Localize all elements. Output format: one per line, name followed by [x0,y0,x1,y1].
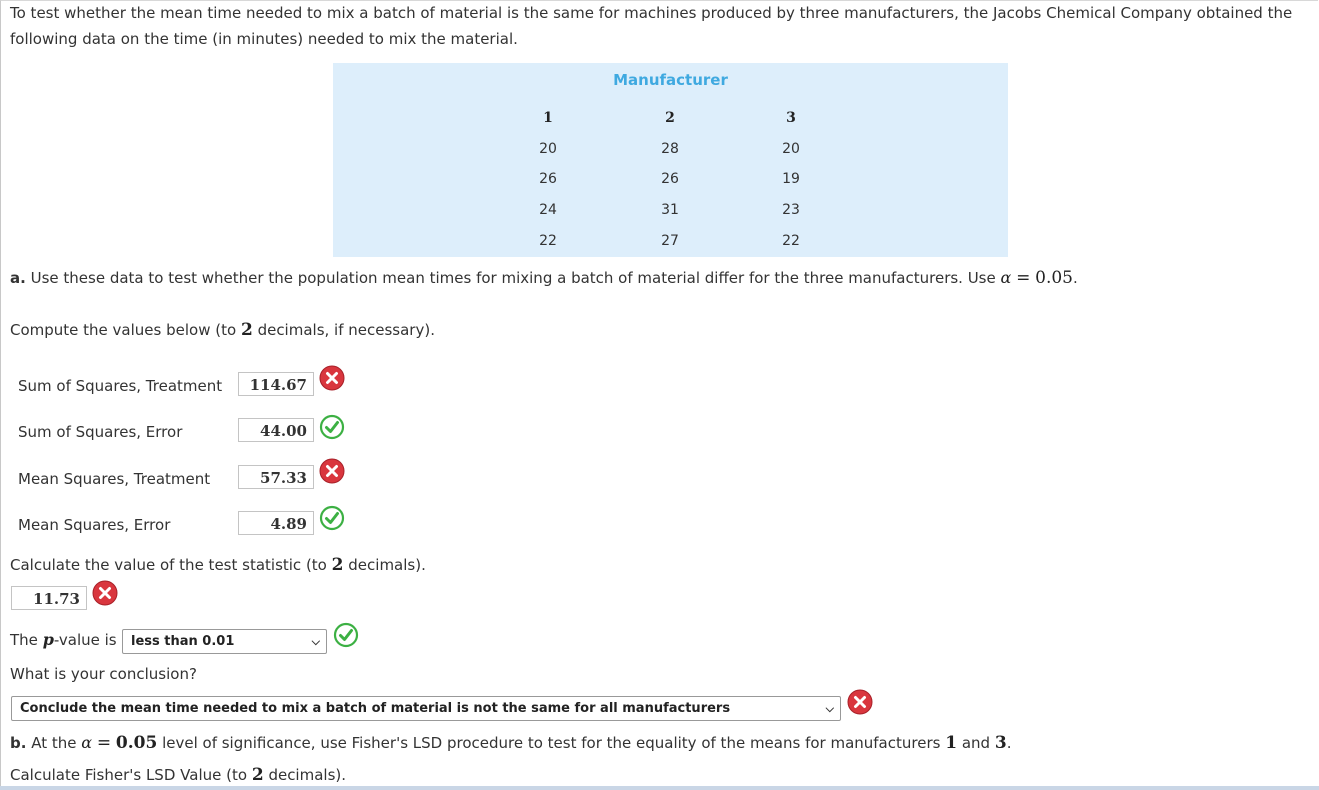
part-a-question [10,268,1078,288]
bottom-scroll-bar [0,786,1319,790]
table-cell: 20 [539,141,557,157]
table-header-cell: 2 [665,110,675,126]
table-header-cell: 1 [543,110,553,126]
x-circle-icon [92,580,118,606]
part-a-text: Use these data to test whether the population mean times for mixing a batch of material differ for the three manufacturers. Use [30,269,996,287]
field-label-ms-treatment: Mean Squares, Treatment [18,470,211,488]
equals-sign: = [1016,268,1031,288]
conclusion-selected: Conclude the mean time needed to mix a batch of material is not the same for all manufacturers [20,701,731,716]
period: . [1073,269,1078,287]
data-table [333,63,1008,257]
conclusion-prompt: What is your conclusion? [10,665,197,683]
alpha-value: 0.05 [115,733,158,753]
period: . [1006,734,1012,752]
table-cell: 31 [661,202,679,218]
table-cell: 23 [782,202,800,218]
lsd-prompt-text-end: decimals). [268,766,347,784]
table-cell: 22 [539,233,557,249]
lsd-prompt [10,765,346,785]
test-stat-prompt [10,555,426,575]
check-circle-icon [333,622,359,648]
table-header-cell: 3 [786,110,796,126]
decimal-count: 2 [240,320,253,340]
conclusion-select[interactable] [11,696,841,721]
compute-prompt-text-end: decimals, if necessary). [257,321,435,339]
chevron-down-icon: ⌵ [825,702,834,715]
part-b-text-2: level of significance, use Fisher's LSD procedure to test for the equality of the means for manufacturers [162,734,941,752]
ms-treatment-input[interactable]: 57.33 [238,465,314,489]
alpha-value: 0.05 [1035,268,1073,288]
field-label-ss-error: Sum of Squares, Error [18,423,183,441]
pvalue-suffix: -value is [53,631,117,649]
alpha-symbol: α [81,733,93,752]
part-b-question [10,733,1011,753]
table-cell: 26 [661,171,679,187]
x-circle-icon [847,689,873,715]
table-cell: 26 [539,171,557,187]
ss-error-input[interactable]: 44.00 [238,418,314,442]
equals-sign: = [96,733,112,753]
alpha-symbol: α [1000,268,1012,287]
compute-prompt-text: Compute the values below (to [10,321,237,339]
pvalue-prefix: The [10,631,38,649]
check-circle-icon [319,505,345,531]
manufacturer-number: 1 [945,733,958,753]
intro-text: To test whether the mean time needed to mix a batch of material is the same for machines produced by three manufacturers, the Jacobs Chemical Company obtained the following data on the time (in minutes) needed to mix the material. [10,4,1293,48]
field-label-ss-treatment: Sum of Squares, Treatment [18,377,223,395]
table-title: Manufacturer [613,71,728,89]
compute-prompt [10,320,435,340]
table-cell: 19 [782,171,800,187]
table-cell: 20 [782,141,800,157]
pvalue-selected: less than 0.01 [131,634,235,649]
test-stat-prompt-text: Calculate the value of the test statistic (to [10,556,327,574]
field-label-ms-error: Mean Squares, Error [18,516,171,534]
part-b-text: At the [31,734,77,752]
lsd-prompt-text: Calculate Fisher's LSD Value (to [10,766,248,784]
table-cell: 24 [539,202,557,218]
table-cell: 28 [661,141,679,157]
pvalue-prompt [10,630,117,649]
test-stat-prompt-text-end: decimals). [348,556,426,574]
check-circle-icon [319,414,345,440]
x-circle-icon [319,365,345,391]
part-a-label: a. [10,269,26,287]
test-stat-input[interactable]: 11.73 [11,586,87,610]
x-circle-icon [319,458,345,484]
ms-error-input[interactable]: 4.89 [238,511,314,535]
decimal-count: 2 [251,765,264,785]
decimal-count: 2 [331,555,344,575]
pvalue-var: p [42,630,54,649]
pvalue-select[interactable] [122,629,327,654]
table-cell: 27 [661,233,679,249]
table-cell: 22 [782,233,800,249]
ss-treatment-input[interactable]: 114.67 [238,372,314,396]
and-text: and [961,734,991,752]
chevron-down-icon: ⌵ [311,635,320,648]
part-b-label: b. [10,734,27,752]
manufacturer-number: 3 [994,733,1007,753]
